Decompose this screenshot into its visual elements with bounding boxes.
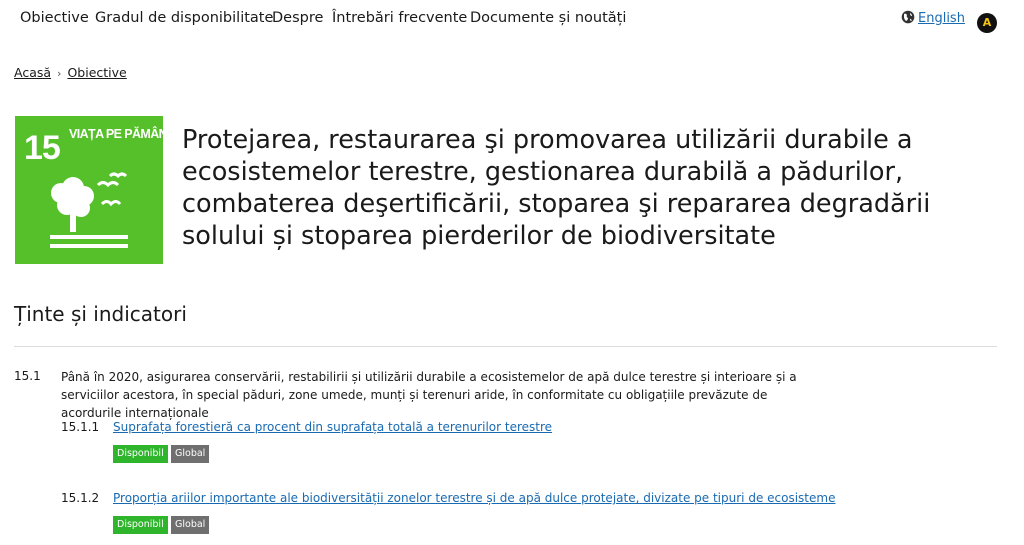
indicator-number: 15.1.2 <box>61 491 100 505</box>
scope-badge-global[interactable]: Global <box>171 445 209 463</box>
language-link-english[interactable]: English <box>918 11 965 26</box>
section-divider <box>14 346 997 347</box>
nav-item-about[interactable]: Despre <box>272 10 324 26</box>
accessibility-avatar-button[interactable]: A <box>977 13 997 33</box>
goal-number: 15 <box>24 129 60 167</box>
scope-badge-global[interactable]: Global <box>171 516 209 534</box>
target-text: Până în 2020, asigurarea conservării, restabilirii și utilizării durabile a ecosistemelor de apă dulce terestre și interioare și a serviciilor acestora, în special păduri, zone umede, munți și terenuri aride, în conformitate cu obligațiile prevăzute de acordurile internaționale <box>61 370 797 420</box>
indicator-link[interactable]: Proporția ariilor importante ale biodiversității zonelor terestre și de apă dulce protejate, divizate pe tipuri de ecosisteme <box>113 491 836 505</box>
status-badge-available[interactable]: Disponibil <box>113 445 168 463</box>
nav-item-availability[interactable]: Gradul de disponibilitate <box>95 10 274 26</box>
goal-15-logo <box>15 116 175 264</box>
target-number: 15.1 <box>14 369 41 383</box>
breadcrumb-separator: › <box>57 67 62 80</box>
top-navigation <box>0 0 1024 40</box>
breadcrumb <box>14 65 127 80</box>
section-heading-targets-indicators: Ținte și indicatori <box>14 302 187 326</box>
goal-title: Protejarea, restaurarea şi promovarea utilizării durabile a ecosistemelor terestre, gestionarea durabilă a pădurilor, combaterea deşertificării, stoparea şi repararea degradării solului și stoparea pierderilor de biodiversitate <box>182 125 931 251</box>
language-switcher <box>901 10 965 26</box>
nav-item-objectives[interactable]: Obiective <box>20 10 89 26</box>
globe-icon <box>901 10 915 24</box>
life-on-land-icon <box>15 116 175 264</box>
breadcrumb-current-link[interactable]: Obiective <box>67 65 127 80</box>
indicator-link[interactable]: Suprafața forestieră ca procent din suprafața totală a terenurilor terestre <box>113 420 553 434</box>
breadcrumb-home-link[interactable]: Acasă <box>14 65 52 80</box>
nav-item-documents-news[interactable]: Documente și noutăți <box>470 10 627 26</box>
goal-logo-text: VIAȚA PE PĂMÂNT <box>69 127 175 141</box>
status-badge-available[interactable]: Disponibil <box>113 516 168 534</box>
indicator-number: 15.1.1 <box>61 420 100 434</box>
nav-item-faq[interactable]: Întrebări frecvente <box>332 10 468 26</box>
